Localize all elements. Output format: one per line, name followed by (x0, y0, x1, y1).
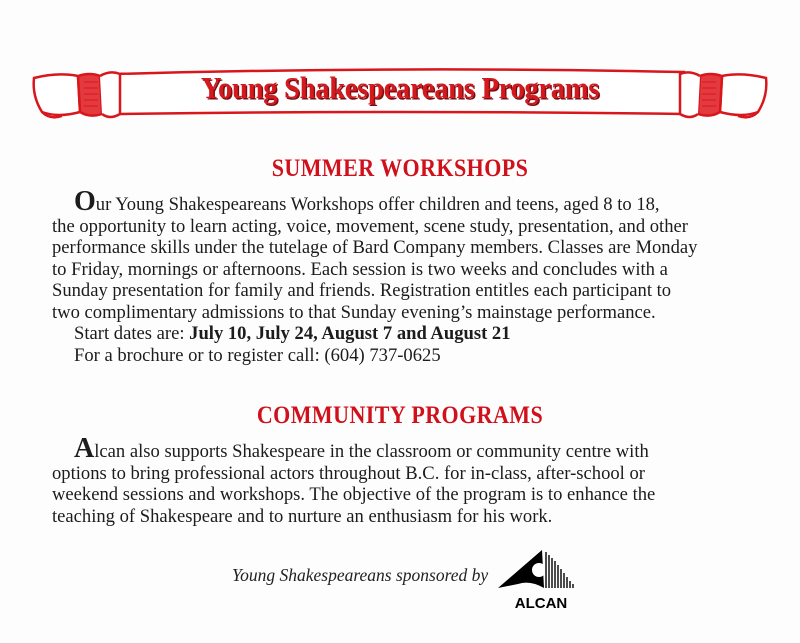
contact-line: For a brochure or to register call: (604) 737-0625 (74, 344, 441, 366)
summer-workshops-body (52, 186, 752, 366)
community-programs-body (52, 433, 752, 527)
alcan-logo-text: ALCAN (514, 595, 568, 612)
body-line: performance skills under the tutelage of Bard Company members. Classes are Monday (52, 237, 698, 258)
body-line: Alcan also supports Shakespeare in the classroom or community centre with (74, 433, 649, 464)
start-dates-line: Start dates are: July 10, July 24, August 7 and August 21 (74, 323, 511, 344)
body-line: teaching of Shakespeare and to nurture an enthusiasm for his work. (52, 505, 553, 527)
body-line: to Friday, mornings or afternoons. Each session is two weeks and concludes with a (52, 258, 668, 280)
banner-title: Young Shakespeareans Programs (200, 70, 600, 105)
sponsor-text: Young Shakespeareans sponsored by (232, 565, 489, 585)
alcan-logo-icon (494, 548, 589, 614)
drop-cap: O (74, 186, 96, 217)
start-dates: July 10, July 24, August 7 and August 21 (189, 323, 511, 344)
title-banner (28, 62, 772, 122)
summer-workshops-heading: SUMMER WORKSHOPS (271, 155, 529, 182)
alcan-logo (494, 548, 589, 614)
body-line: Our Young Shakespeareans Workshops offer children and teens, aged 8 to 18, (74, 186, 660, 217)
body-line: two complimentary admissions to that Sunday evening’s mainstage performance. (52, 301, 656, 323)
body-line: weekend sessions and workshops. The objective of the program is to enhance the (52, 484, 656, 505)
phone-number: (604) 737-0625 (324, 344, 441, 366)
body-line: options to bring professional actors throughout B.C. for in-class, after-school or (52, 462, 645, 484)
body-line: the opportunity to learn acting, voice, movement, scene study, presentation, and other (52, 215, 688, 237)
drop-cap: A (74, 433, 95, 464)
community-programs-heading: COMMUNITY PROGRAMS (256, 402, 544, 429)
body-line: Sunday presentation for family and friends. Registration entitles each participant to (52, 280, 672, 301)
